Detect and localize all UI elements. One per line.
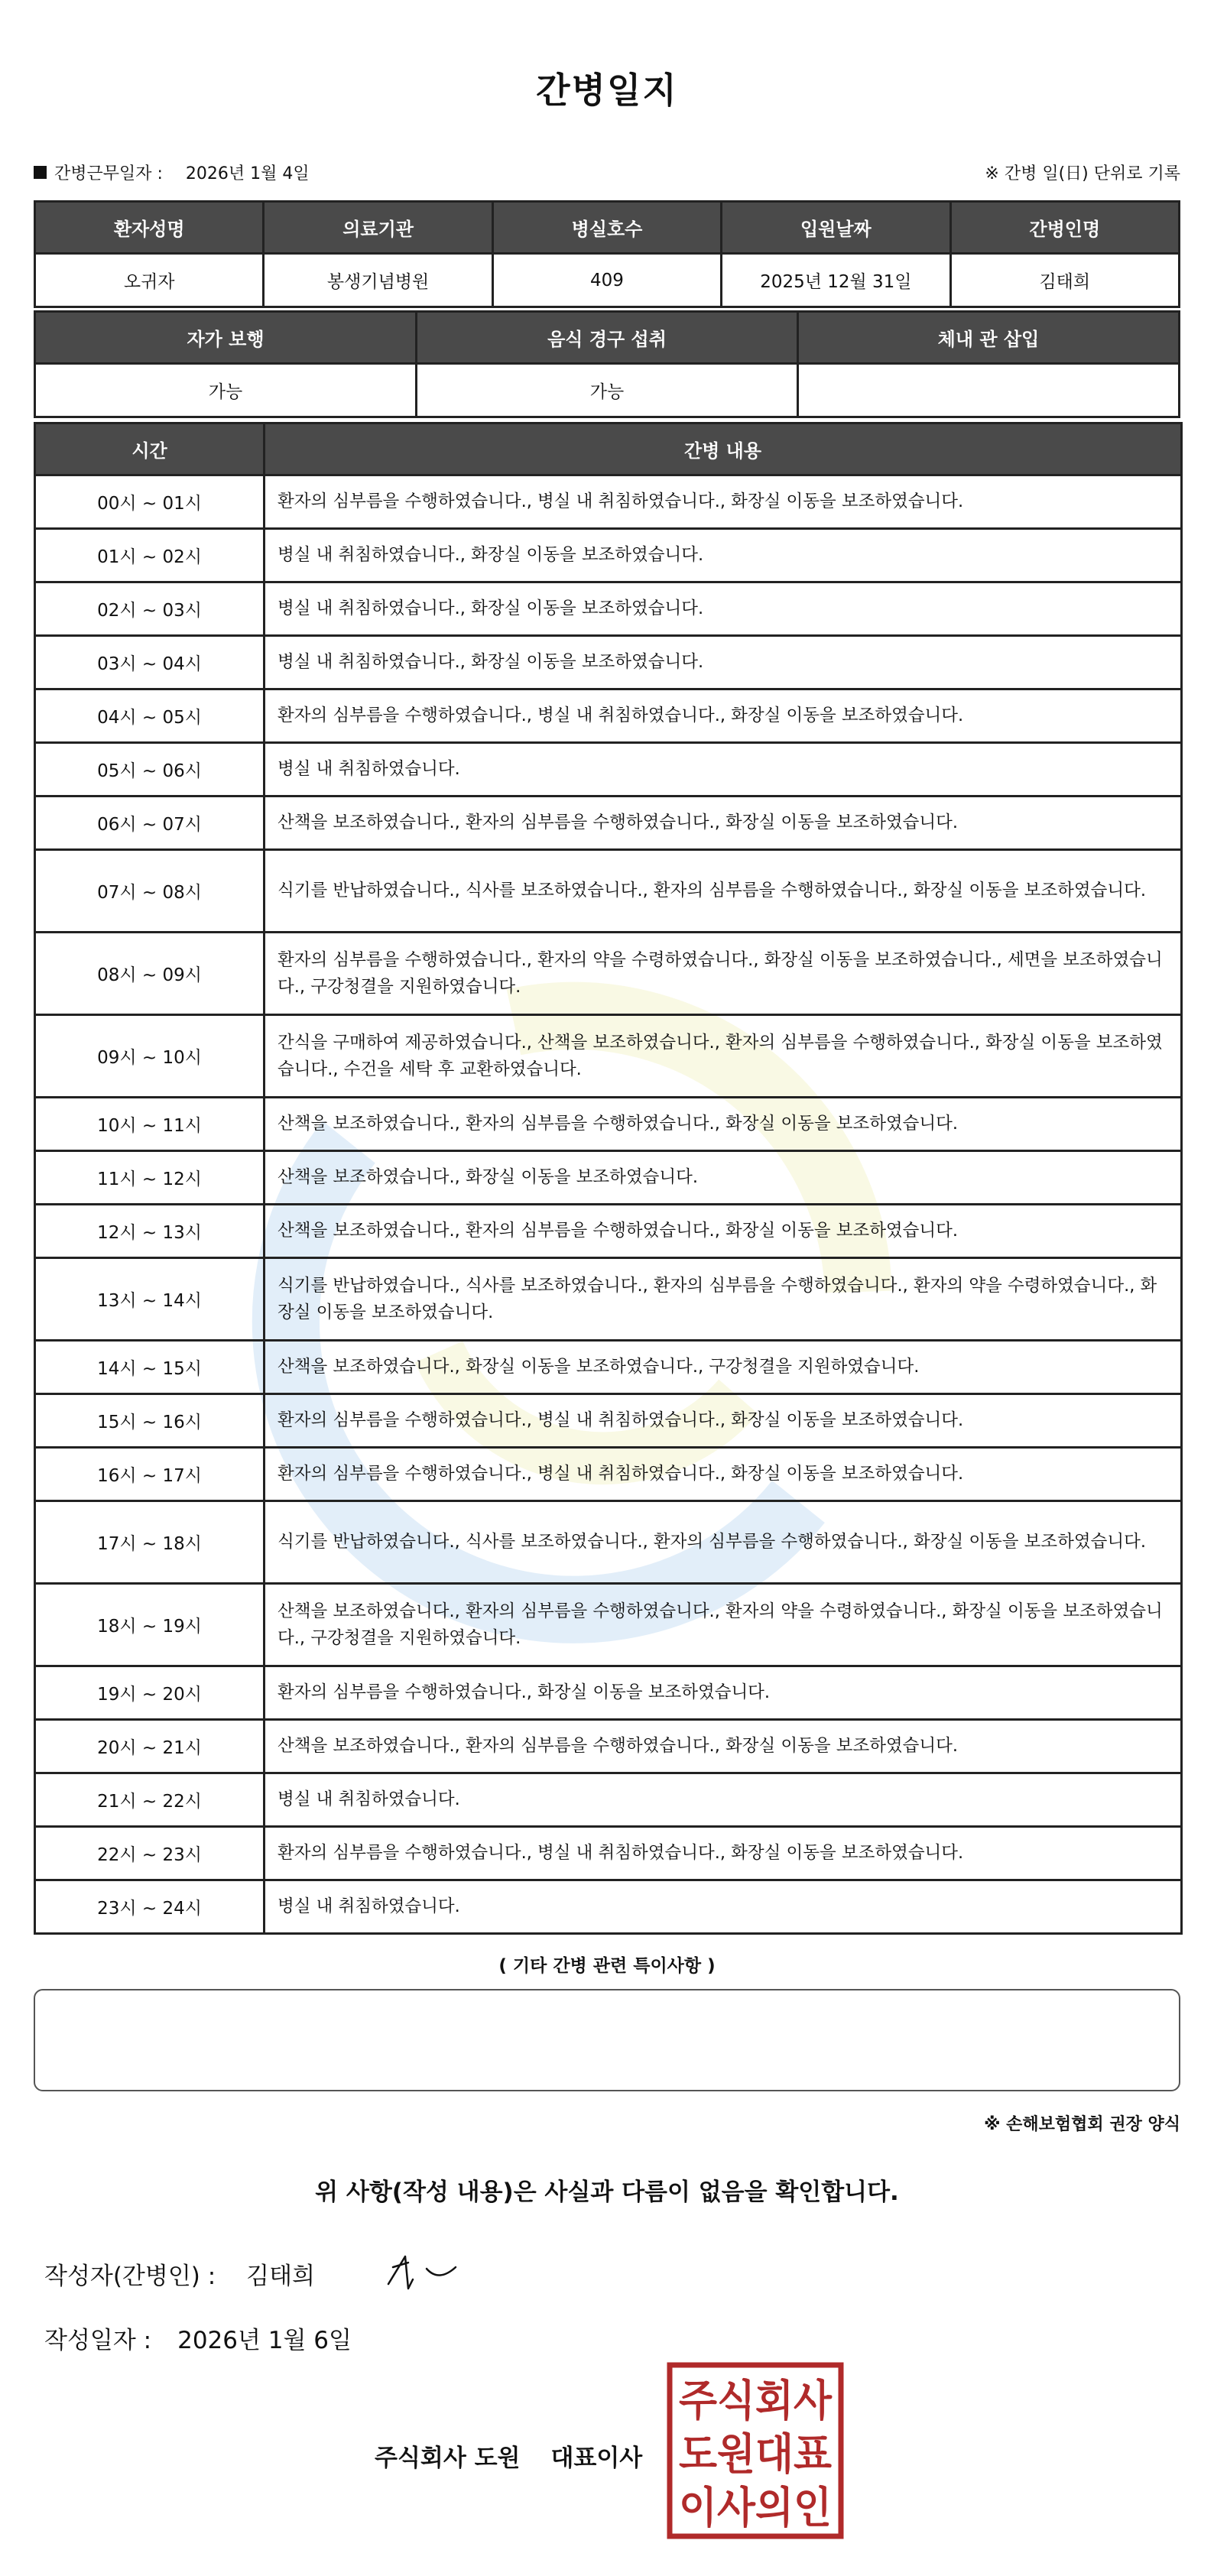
seal-line-3: 이사의인 xyxy=(679,2484,832,2533)
table-row xyxy=(35,475,1182,529)
time-cell: 07시 ~ 08시 xyxy=(35,850,265,933)
recommend-note: ※ 손해보험협회 권장 양식 xyxy=(984,2115,1180,2134)
time-cell: 02시 ~ 03시 xyxy=(35,582,265,636)
time-cell: 22시 ~ 23시 xyxy=(35,1827,265,1880)
time-cell: 16시 ~ 17시 xyxy=(35,1448,265,1501)
self-walking-value: 가능 xyxy=(35,364,417,417)
table-row xyxy=(35,1880,1182,1934)
tube-insertion-value xyxy=(798,364,1180,417)
time-cell: 13시 ~ 14시 xyxy=(35,1258,265,1341)
content-cell: 병실 내 취침하였습니다. xyxy=(265,1773,1182,1827)
time-cell: 09시 ~ 10시 xyxy=(35,1015,265,1098)
content-cell: 환자의 심부름을 수행하였습니다., 병실 내 취침하였습니다., 화장실 이동을 보조하였습니다. xyxy=(265,1827,1182,1880)
header-caregiver-name: 간병인명 xyxy=(950,202,1179,254)
table-row xyxy=(35,582,1182,636)
content-cell: 산책을 보조하였습니다., 환자의 심부름을 수행하였습니다., 환자의 약을 수령하였습니다., 화장실 이동을 보조하였습니다., 구강청결을 지원하였습니다. xyxy=(265,1584,1182,1666)
table-row xyxy=(35,1258,1182,1341)
time-cell: 08시 ~ 09시 xyxy=(35,933,265,1015)
care-log-body xyxy=(35,475,1182,1934)
writer-name: 김태희 xyxy=(246,2263,316,2290)
content-cell: 병실 내 취침하였습니다., 화장실 이동을 보조하였습니다. xyxy=(265,582,1182,636)
time-cell: 05시 ~ 06시 xyxy=(35,743,265,796)
table-row xyxy=(35,529,1182,582)
table-row xyxy=(35,796,1182,850)
meta-row xyxy=(34,157,1180,187)
content-cell: 병실 내 취침하였습니다. xyxy=(265,1880,1182,1934)
patient-status-table xyxy=(34,310,1180,418)
confirm-statement: 위 사항(작성 내용)은 사실과 다름이 없음을 확인합니다. xyxy=(315,2179,899,2206)
content-cell: 환자의 심부름을 수행하였습니다., 병실 내 취침하였습니다., 화장실 이동을 보조하였습니다. xyxy=(265,1394,1182,1448)
time-cell: 14시 ~ 15시 xyxy=(35,1341,265,1394)
square-bullet-icon xyxy=(34,166,47,179)
time-cell: 20시 ~ 21시 xyxy=(35,1720,265,1773)
content-cell: 병실 내 취침하였습니다. xyxy=(265,743,1182,796)
time-cell: 06시 ~ 07시 xyxy=(35,796,265,850)
time-cell: 17시 ~ 18시 xyxy=(35,1501,265,1584)
time-cell: 23시 ~ 24시 xyxy=(35,1880,265,1934)
content-cell: 산책을 보조하였습니다., 환자의 심부름을 수행하였습니다., 화장실 이동을 보조하였습니다. xyxy=(265,1720,1182,1773)
written-date-value: 2026년 1월 6일 xyxy=(177,2327,352,2354)
content-cell: 산책을 보조하였습니다., 환자의 심부름을 수행하였습니다., 화장실 이동을 보조하였습니다. xyxy=(265,1205,1182,1258)
time-cell: 21시 ~ 22시 xyxy=(35,1773,265,1827)
table-row xyxy=(35,1151,1182,1205)
seal-line-1: 주식회사 xyxy=(679,2376,833,2426)
time-cell: 19시 ~ 20시 xyxy=(35,1666,265,1720)
table-row xyxy=(35,1827,1182,1880)
header-care-content: 간병 내용 xyxy=(265,423,1182,475)
content-cell: 식기를 반납하였습니다., 식사를 보조하였습니다., 환자의 심부름을 수행하였습니다., 환자의 약을 수령하였습니다., 화장실 이동을 보조하였습니다. xyxy=(265,1258,1182,1341)
patient-name: 오귀자 xyxy=(35,254,264,307)
table-row xyxy=(35,1341,1182,1394)
written-date-label: 작성일자 : xyxy=(44,2327,152,2354)
writer-label: 작성자(간병인) : xyxy=(44,2263,216,2290)
content-cell: 병실 내 취침하였습니다., 화장실 이동을 보조하였습니다. xyxy=(265,636,1182,689)
work-date-label: 간병근무일자 : xyxy=(54,164,163,183)
page-title: 간병일지 xyxy=(536,70,678,111)
content-cell: 식기를 반납하였습니다., 식사를 보조하였습니다., 환자의 심부름을 수행하였습니다., 화장실 이동을 보조하였습니다. xyxy=(265,850,1182,933)
table-row xyxy=(35,1015,1182,1098)
content-cell: 산책을 보조하였습니다., 화장실 이동을 보조하였습니다. xyxy=(265,1151,1182,1205)
admission-date: 2025년 12월 31일 xyxy=(722,254,950,307)
table-row xyxy=(35,850,1182,933)
header-hospital: 의료기관 xyxy=(264,202,492,254)
content-cell: 식기를 반납하였습니다., 식사를 보조하였습니다., 환자의 심부름을 수행하였습니다., 화장실 이동을 보조하였습니다. xyxy=(265,1501,1182,1584)
table-row xyxy=(35,1205,1182,1258)
seal-line-2: 도원대표 xyxy=(679,2430,832,2480)
room-number: 409 xyxy=(492,254,721,307)
time-cell: 04시 ~ 05시 xyxy=(35,689,265,743)
writer-row xyxy=(44,2256,315,2291)
header-tube-insertion: 체내 관 삽입 xyxy=(798,312,1180,364)
hospital-name: 봉생기념병원 xyxy=(264,254,492,307)
time-cell: 00시 ~ 01시 xyxy=(35,475,265,529)
table-row xyxy=(35,1501,1182,1584)
signature-icon xyxy=(382,2246,474,2299)
caregiver-name: 김태희 xyxy=(950,254,1179,307)
table-row xyxy=(35,1773,1182,1827)
work-date-group xyxy=(34,161,310,184)
table-row xyxy=(35,1584,1182,1666)
company-row xyxy=(375,2438,642,2473)
content-cell: 환자의 심부름을 수행하였습니다., 병실 내 취침하였습니다., 화장실 이동을 보조하였습니다. xyxy=(265,1448,1182,1501)
unit-note: ※ 간병 일(日) 단위로 기록 xyxy=(985,164,1180,183)
care-log-table xyxy=(34,422,1183,1935)
company-role: 대표이사 xyxy=(550,2445,643,2472)
content-cell: 환자의 심부름을 수행하였습니다., 화장실 이동을 보조하였습니다. xyxy=(265,1666,1182,1720)
header-oral-intake: 음식 경구 섭취 xyxy=(417,312,798,364)
content-cell: 산책을 보조하였습니다., 화장실 이동을 보조하였습니다., 구강청결을 지원하였습니다. xyxy=(265,1341,1182,1394)
table-row xyxy=(35,933,1182,1015)
content-cell: 환자의 심부름을 수행하였습니다., 환자의 약을 수령하였습니다., 화장실 이동을 보조하였습니다., 세면을 보조하였습니다., 구강청결을 지원하였습니다. xyxy=(265,933,1182,1015)
content-cell: 환자의 심부름을 수행하였습니다., 병실 내 취침하였습니다., 화장실 이동을 보조하였습니다. xyxy=(265,475,1182,529)
table-row xyxy=(35,689,1182,743)
header-time: 시간 xyxy=(35,423,265,475)
oral-intake-value: 가능 xyxy=(417,364,798,417)
table-row xyxy=(35,1720,1182,1773)
header-room-number: 병실호수 xyxy=(492,202,721,254)
time-cell: 15시 ~ 16시 xyxy=(35,1394,265,1448)
content-cell: 병실 내 취침하였습니다., 화장실 이동을 보조하였습니다. xyxy=(265,529,1182,582)
table-row xyxy=(35,743,1182,796)
table-row xyxy=(35,1448,1182,1501)
header-self-walking: 자가 보행 xyxy=(35,312,417,364)
table-row xyxy=(35,636,1182,689)
notes-title: ( 기타 간병 관련 특이사항 ) xyxy=(498,1956,716,1976)
content-cell: 산책을 보조하였습니다., 환자의 심부름을 수행하였습니다., 화장실 이동을 보조하였습니다. xyxy=(265,796,1182,850)
table-row xyxy=(35,1666,1182,1720)
time-cell: 18시 ~ 19시 xyxy=(35,1584,265,1666)
notes-box xyxy=(34,1989,1180,2091)
work-date-value: 2026년 1월 4일 xyxy=(185,164,310,183)
table-row xyxy=(35,1098,1182,1151)
content-cell: 환자의 심부름을 수행하였습니다., 병실 내 취침하였습니다., 화장실 이동을 보조하였습니다. xyxy=(265,689,1182,743)
company-seal-icon xyxy=(667,2362,844,2539)
written-date-row xyxy=(44,2321,352,2355)
time-cell: 10시 ~ 11시 xyxy=(35,1098,265,1151)
patient-info-table xyxy=(34,200,1180,308)
company-name: 주식회사 도원 xyxy=(375,2445,521,2472)
content-cell: 산책을 보조하였습니다., 환자의 심부름을 수행하였습니다., 화장실 이동을 보조하였습니다. xyxy=(265,1098,1182,1151)
content-cell: 간식을 구매하여 제공하였습니다., 산책을 보조하였습니다., 환자의 심부름을 수행하였습니다., 화장실 이동을 보조하였습니다., 수건을 세탁 후 교환하였습니다. xyxy=(265,1015,1182,1098)
header-patient-name: 환자성명 xyxy=(35,202,264,254)
time-cell: 01시 ~ 02시 xyxy=(35,529,265,582)
time-cell: 03시 ~ 04시 xyxy=(35,636,265,689)
table-row xyxy=(35,1394,1182,1448)
time-cell: 12시 ~ 13시 xyxy=(35,1205,265,1258)
time-cell: 11시 ~ 12시 xyxy=(35,1151,265,1205)
header-admission-date: 입원날짜 xyxy=(722,202,950,254)
